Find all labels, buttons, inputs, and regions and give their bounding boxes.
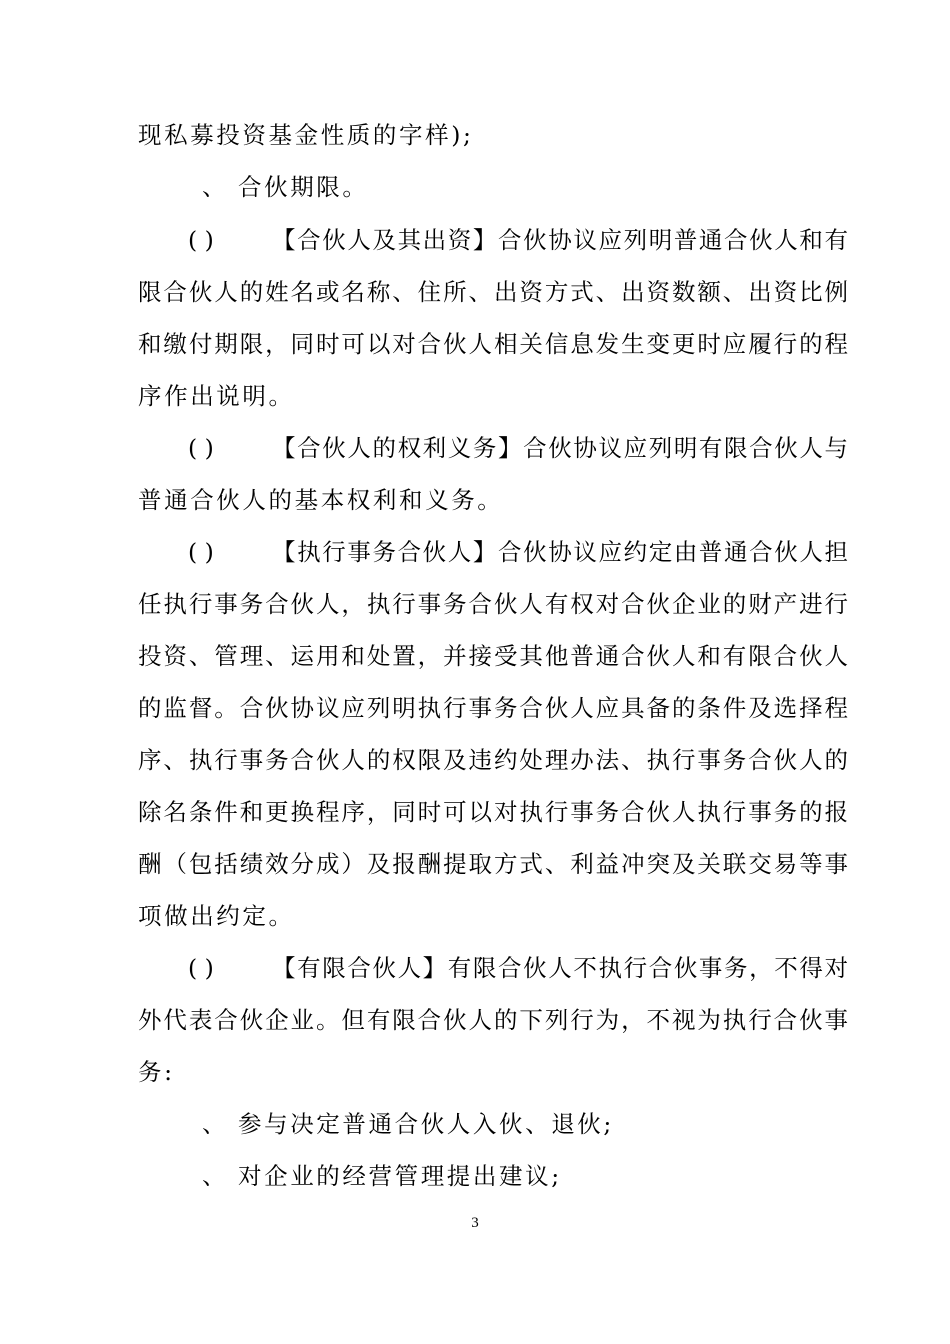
list-item-text: 对企业的经营管理提出建议; [238, 1162, 562, 1190]
text-line: 除名条件和更换程序，同时可以对执行事务合伙人执行事务的报 [138, 798, 848, 826]
paragraph-number: ( ) [188, 538, 214, 566]
text-line: 普通合伙人的基本权利和义务。 [138, 486, 504, 514]
list-item-text: 参与决定普通合伙人入伙、退伙; [238, 1110, 614, 1138]
list-marker: 、 [202, 1162, 226, 1190]
text-line: 序作出说明。 [138, 382, 295, 410]
paragraph-number: ( ) [188, 226, 214, 254]
paragraph-number: ( ) [188, 434, 214, 462]
list-item-text: 合伙期限。 [238, 173, 369, 201]
paragraph-first-line: 【有限合伙人】有限合伙人不执行合伙事务，不得对 [272, 954, 848, 982]
text-line: 现私募投资基金性质的字样); [138, 121, 474, 149]
text-line: 限合伙人的姓名或名称、住所、出资方式、出资数额、出资比例 [138, 278, 848, 306]
text-line: 的监督。合伙协议应列明执行事务合伙人应具备的条件及选择程 [138, 694, 848, 722]
text-line: 外代表合伙企业。但有限合伙人的下列行为，不视为执行合伙事 [138, 1006, 848, 1034]
paragraph-first-line: 【合伙人及其出资】合伙协议应列明普通合伙人和有 [272, 226, 848, 254]
page-number: 3 [471, 1215, 479, 1231]
text-line: 酬（包括绩效分成）及报酬提取方式、利益冲突及关联交易等事 [138, 850, 848, 878]
text-line: 任执行事务合伙人，执行事务合伙人有权对合伙企业的财产进行 [138, 590, 848, 618]
text-line: 务: [138, 1058, 175, 1086]
paragraph-first-line: 【合伙人的权利义务】合伙协议应列明有限合伙人与 [272, 434, 848, 462]
text-line: 序、执行事务合伙人的权限及违约处理办法、执行事务合伙人的 [138, 746, 848, 774]
text-line: 项做出约定。 [138, 902, 295, 930]
paragraph-first-line: 【执行事务合伙人】合伙协议应约定由普通合伙人担 [272, 538, 848, 566]
list-marker: 、 [202, 1110, 226, 1138]
text-line: 投资、管理、运用和处置，并接受其他普通合伙人和有限合伙人 [138, 642, 848, 670]
list-marker: 、 [202, 173, 226, 201]
paragraph-number: ( ) [188, 954, 214, 982]
text-line: 和缴付期限，同时可以对合伙人相关信息发生变更时应履行的程 [138, 330, 848, 358]
